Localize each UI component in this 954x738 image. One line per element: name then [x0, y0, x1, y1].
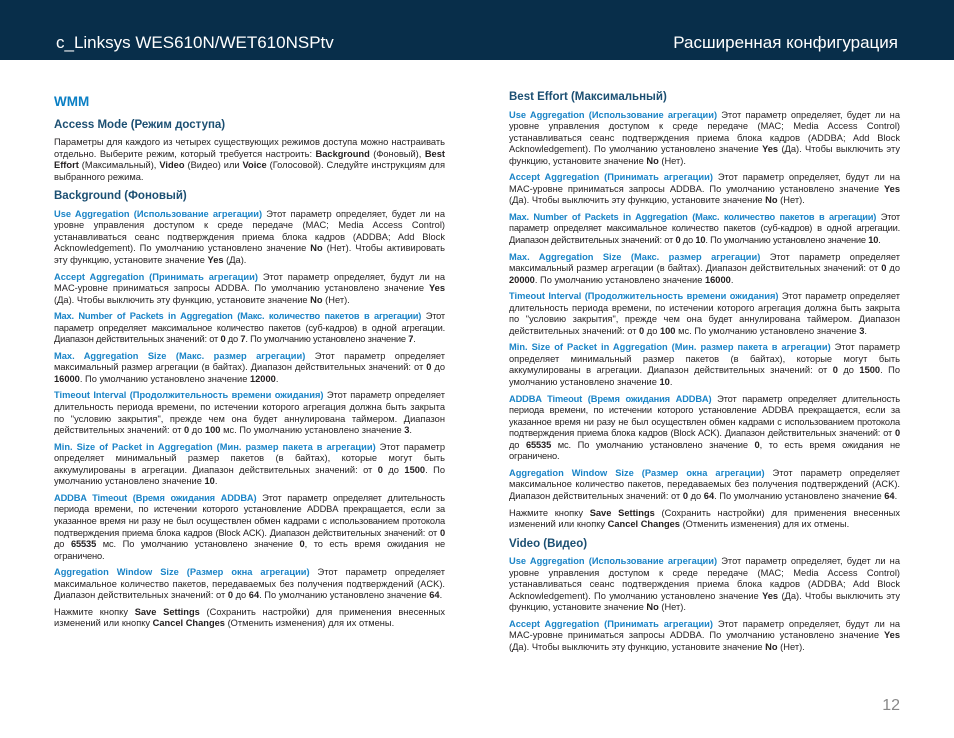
page-number: 12: [882, 697, 900, 714]
param-window-size: Aggregation Window Size (Размер окна агрегации) Этот параметр определяет максимальное количество пакетов, передаваемых без получения подтверждений (ACK). Диапазон действительных значений: от 0 до 64. По умолчанию установлено значение 64.: [54, 567, 445, 601]
param-window-size: Aggregation Window Size (Размер окна агрегации) Этот параметр определяет максимальное количество пакетов, передаваемых без получения подтверждений (ACK). Диапазон действительных значений: от 0 до 64. По умолчанию установлено значение 64.: [509, 467, 900, 501]
param-use-aggregation: Use Aggregation (Использование агрегации) Этот параметр определяет, будет ли на уровне управления доступом к среде передаче (MAC; Media Access Control) устанавливаться сеанс подтверждения приема блока кадров (ADDBA; Add Block Acknowledgement). По умолчанию установлено значение Yes (Да). Чтобы выключить эту функцию, установите значение No (Нет).: [509, 109, 900, 166]
right-column: [509, 92, 900, 659]
background-params: [54, 209, 445, 630]
param-min-packet-size: Min. Size of Packet in Aggregation (Мин. размер пакета в агрегации) Этот параметр определяет минимальный размер пакетов (в байтах), которые могут быть аккумулированы в агрегации. Диапазон действительных значений: от 0 до 1500. По умолчанию установлено значение 10.: [54, 441, 445, 487]
param-timeout-interval: Timeout Interval (Продолжительность времени ожидания) Этот параметр определяет длительность периода времени, по истечении которого агрегация должна быть закрыта по "условию закрытия", прежде чем она будет аннулирована таймером. Диапазон действительных значений: от 0 до 100 мс. По умолчанию установлено значение 3.: [54, 390, 445, 436]
video-heading: Video (Видео): [509, 537, 588, 550]
header-product-title: c_Linksys WES610N/WET610NSPtv: [56, 33, 334, 52]
param-addba-timeout: ADDBA Timeout (Время ожидания ADDBA) Этот параметр определяет длительность периода времени, по истечении которого установление ADDBA прекращается, если за указанное время ни разу не был осуществлен обмен кадрами с использованием протокола подтверждения приема блока кадров (Block ACK). Диапазон действительных значений: от 0 до 65535 мс. По умолчанию установлено значение 0, то есть время ожидания не ограничено.: [54, 492, 446, 561]
background-heading: Background (Фоновый): [54, 190, 187, 203]
access-mode-text: Параметры для каждого из четырех существующих режимов доступа можно настраивать отдельно. Выберите режим, который требуется настроить: Background (Фоновый), Best Effort (Максимальный), Video (Видео) или Voice (Голосовой). Следуйте инструкциям для выбранного режима.: [54, 137, 445, 182]
access-mode-heading: Access Mode (Режим доступа): [54, 118, 226, 131]
param-max-aggregation-size: Max. Aggregation Size (Макс. размер агрегации) Этот параметр определяет максимальный размер агрегации (в байтах). Диапазон действительных значений: от 0 до 20000. По умолчанию установлено значение 16000.: [509, 251, 900, 285]
param-max-packets: Max. Number of Packets in Aggregation (Макс. количество пакетов в агрегации) Этот параметр определяет максимальное количество пакетов (суб-кадров) в одной агрегации. Диапазон действительных значений: от 0 до 10. По умолчанию установлено значение 10.: [509, 211, 900, 246]
save-cancel-instructions: Нажмите кнопку Save Settings (Сохранить настройки) для применения внесенных изменений или кнопку Cancel Changes (Отменить изменения) для их отмены.: [54, 606, 445, 629]
param-accept-aggregation: Accept Aggregation (Принимать агрегации) Этот параметр определяет, будут ли на MAC-уровне приниматься запросы ADDBA. По умолчанию установлено значение Yes (Да). Чтобы выключить эту функцию, установите значение No (Нет).: [509, 172, 900, 206]
param-min-packet-size: Min. Size of Packet in Aggregation (Мин. размер пакета в агрегации) Этот параметр определяет минимальный размер пакетов (в байтах), которые могут быть аккумулированы в агрегации. Диапазон действительных значений: от 0 до 1500. По умолчанию установлено значение 10.: [509, 342, 900, 388]
header-section-title: Расширенная конфигурация: [673, 33, 898, 52]
video-params: [509, 556, 900, 653]
param-max-packets: Max. Number of Packets in Aggregation (Макс. количество пакетов в агрегации) Этот параметр определяет максимальное количество пакетов (суб-кадров) в одной агрегации. Диапазон действительных значений: от 0 до 7. По умолчанию установлено значение 7.: [54, 311, 445, 345]
best-effort-params: [509, 110, 900, 531]
param-use-aggregation: Use Aggregation (Использование агрегации) Этот параметр определяет, будет ли на уровне управления доступом к среде передаче (MAC; Media Access Control) устанавливаться сеанс подтверждения приема блока кадров (ADDBA; Add Block Acknowledgement). По умолчанию установлено значение Yes (Да). Чтобы выключить эту функцию, установите значение No (Нет).: [509, 556, 900, 613]
param-accept-aggregation: Accept Aggregation (Принимать агрегации) Этот параметр определяет, будут ли на MAC-уровне приниматься запросы ADDBA. По умолчанию установлено значение Yes (Да). Чтобы выключить эту функцию, установите значение No (Нет).: [54, 271, 445, 305]
save-cancel-instructions: Нажмите кнопку Save Settings (Сохранить настройки) для применения внесенных изменений или кнопку Cancel Changes (Отменить изменения) для их отмены.: [509, 507, 900, 530]
section-title: WMM: [54, 94, 90, 109]
page-header: [0, 0, 954, 60]
best-effort-heading: Best Effort (Максимальный): [509, 91, 667, 103]
param-use-aggregation: Use Aggregation (Использование агрегации) Этот параметр определяет, будет ли на уровне управления доступом к среде передаче (MAC; Media Access Control) устанавливаться сеанс подтверждения приема блока кадров (ADDBA; Add Block Acknowledgement). По умолчанию установлено значение No (Нет). Чтобы активировать эту функцию, установите значение Yes (Да).: [54, 208, 445, 266]
param-addba-timeout: ADDBA Timeout (Время ожидания ADDBA) Этот параметр определяет длительность периода времени, по истечении которого установление ADDBA прекращается, если за указанное время ни разу не был осуществлен обмен кадрами с использованием протокола подтверждения приема блока кадров (Block ACK). Диапазон действительных значений: от 0 до 65535 мс. По умолчанию установлено значение 0, то есть время ожидания не ограничено.: [509, 393, 901, 462]
param-accept-aggregation: Accept Aggregation (Принимать агрегации) Этот параметр определяет, будут ли на MAC-уровне приниматься запросы ADDBA. По умолчанию установлено значение Yes (Да). Чтобы выключить эту функцию, установите значение No (Нет).: [509, 618, 900, 652]
param-timeout-interval: Timeout Interval (Продолжительность времени ожидания) Этот параметр определяет длительность периода времени, по истечении которого агрегация должна быть закрыта по "условию закрытия", прежде чем она будет аннулирована таймером. Диапазон действительных значений: от 0 до 100 мс. По умолчанию установлено значение 3.: [509, 291, 900, 336]
param-max-aggregation-size: Max. Aggregation Size (Макс. размер агрегации) Этот параметр определяет максимальный размер агрегации (в байтах). Диапазон действительных значений: от 0 до 16000. По умолчанию установлено значение 12000.: [54, 350, 445, 384]
left-column: [54, 92, 445, 635]
